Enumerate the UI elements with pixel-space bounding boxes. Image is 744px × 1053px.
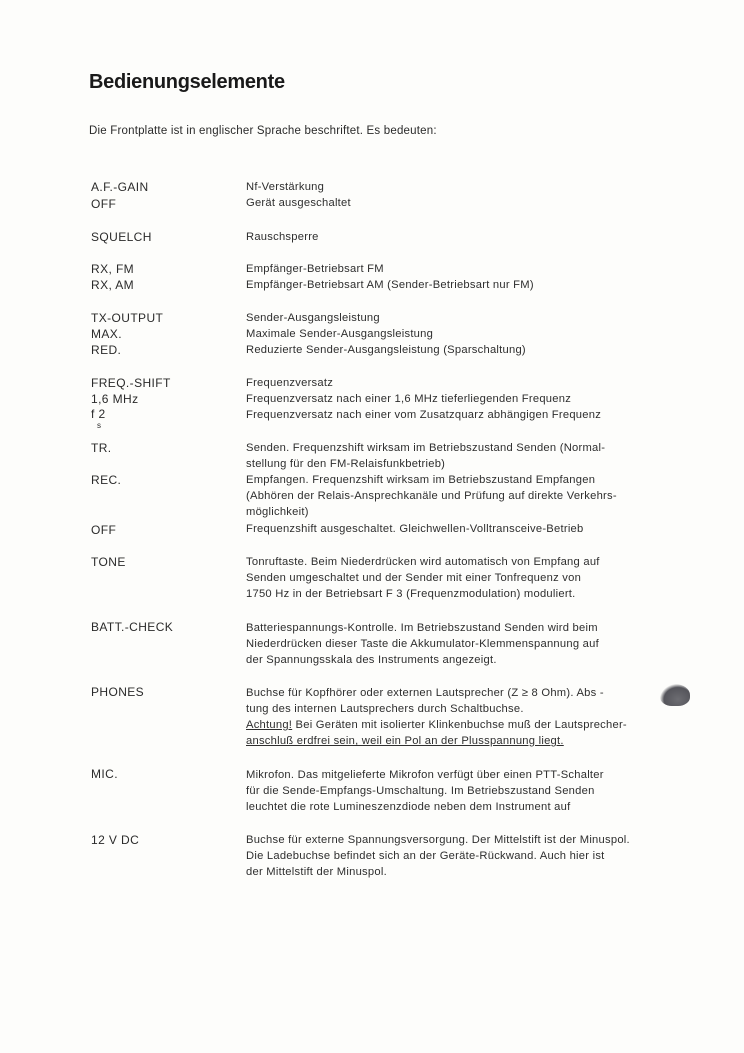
desc-rx-am: Empfänger-Betriebsart AM (Sender-Betriebsart nur FM): [246, 279, 534, 291]
term-12v-dc: 12 V DC: [91, 833, 140, 847]
desc-12v-dc: Buchse für externe Spannungsversorgung. Der Mittelstift ist der Minuspol. Die Ladebuchse befindet sich an der Geräte-Rückwand. Auch hier ist der Mittelstift der Minuspol.: [246, 834, 630, 879]
desc-rec: Empfangen. Frequenzshift wirksam im Betriebszustand Empfangen (Abhören der Relais-Ansprechkanäle und Prüfung auf direkte Verkehrs- möglichkeit): [246, 474, 617, 519]
term-af-gain: A.F.-GAIN: [91, 180, 149, 194]
term-fs2: f 2: [91, 407, 106, 421]
desc-tone: Tonruftaste. Beim Niederdrücken wird automatisch von Empfang auf Senden umgeschaltet und der Sender mit einer Tonfrequenz von 1750 Hz in der Betriebsart F 3 (Frequenzmodulation) moduliert.: [246, 556, 600, 601]
page-title: Bedienungselemente: [89, 71, 285, 93]
scan-thumb-artifact: [660, 684, 690, 706]
desc-batt-check: Batteriespannungs-Kontrolle. Im Betriebszustand Senden wird beim Niederdrücken dieser Taste die Akkumulator-Klemmenspannung auf der Spannungsskala des Instruments angezeigt.: [246, 622, 599, 667]
term-rx-fm: RX, FM: [91, 262, 135, 276]
term-off: OFF: [91, 197, 117, 211]
intro-text: Die Frontplatte ist in englischer Sprache beschriftet. Es bedeuten:: [89, 125, 437, 137]
desc-af-gain: Nf-Verstärkung: [246, 181, 325, 193]
term-mic: MIC.: [91, 767, 118, 781]
desc-freq-shift: Frequenzversatz: [246, 377, 334, 389]
desc-red: Reduzierte Sender-Ausgangsleistung (Sparschaltung): [246, 344, 526, 356]
desc-mic: Mikrofon. Das mitgelieferte Mikrofon verfügt über einen PTT-Schalter für die Sende-Empfangs-Umschaltung. Im Betriebszustand Senden leuchtet die rote Lumineszenzdiode neben dem Instrument auf: [246, 769, 604, 814]
warning-text: Bei Geräten mit isolierter Klinkenbuchse muß der Lautsprecher-: [292, 719, 627, 731]
desc-tr: Senden. Frequenzshift wirksam im Betriebszustand Senden (Normal- stellung für den FM-Relaisfunkbetrieb): [246, 442, 606, 471]
term-red: RED.: [91, 343, 122, 357]
desc-fs2: Frequenzversatz nach einer vom Zusatzquarz abhängigen Frequenz: [246, 409, 602, 421]
desc-phones-warning: [246, 717, 714, 733]
term-shift-off: OFF: [91, 523, 117, 537]
term-batt-check: BATT.-CHECK: [91, 620, 174, 634]
term-phones: PHONES: [91, 685, 145, 699]
desc-1-6-mhz: Frequenzversatz nach einer 1,6 MHz tieferliegenden Frequenz: [246, 393, 572, 405]
term-tone: TONE: [91, 555, 126, 569]
desc-rx-fm: Empfänger-Betriebsart FM: [246, 263, 384, 275]
desc-shift-off: Frequenzshift ausgeschaltet. Gleichwellen-Volltransceive-Betrieb: [246, 523, 584, 535]
term-rec: REC.: [91, 473, 122, 487]
warning-label: Achtung!: [246, 719, 293, 731]
term-tx-output: TX-OUTPUT: [91, 311, 164, 325]
desc-tx-output: Sender-Ausgangsleistung: [246, 312, 380, 324]
warning-text-cont: anschluß erdfrei sein, weil ein Pol an der Plusspannung liegt.: [246, 735, 564, 747]
term-1-6-mhz: 1,6 MHz: [91, 392, 139, 406]
term-squelch: SQUELCH: [91, 230, 152, 244]
desc-phones-warning-cont: [246, 733, 714, 749]
term-freq-shift: FREQ.-SHIFT: [91, 376, 171, 390]
desc-max: Maximale Sender-Ausgangsleistung: [246, 328, 434, 340]
term-rx-am: RX, AM: [91, 278, 135, 292]
desc-squelch: Rauschsperre: [246, 231, 319, 243]
desc-phones: Buchse für Kopfhörer oder externen Lautsprecher (Z ≥ 8 Ohm). Abs - tung des internen Lautsprechers durch Schaltbuchse.: [246, 687, 604, 716]
term-tr: TR.: [91, 441, 112, 455]
desc-off: Gerät ausgeschaltet: [246, 197, 351, 209]
term-max: MAX.: [91, 327, 122, 341]
term-fs2-subscript: s: [97, 421, 101, 430]
